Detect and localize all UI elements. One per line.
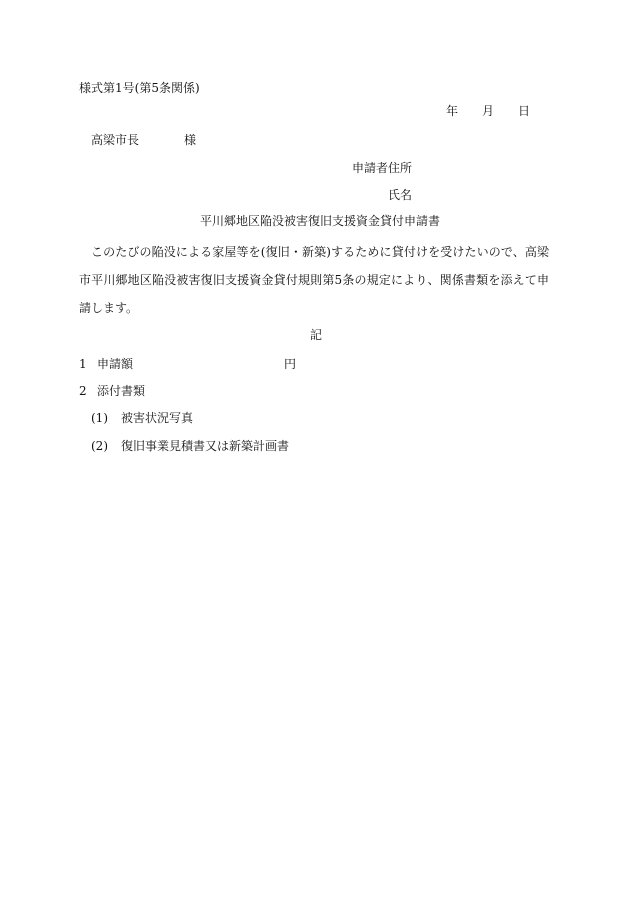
addressee-name: 高梁市長 [91, 133, 140, 147]
addressee-honorific: 様 [184, 133, 197, 147]
applicant-name-label: 氏名 [388, 188, 413, 202]
applicant-address-label: 申請者住所 [352, 161, 413, 175]
form-number: 様式第1号(第5条関係) [79, 81, 200, 95]
attachment-1-number: (1) [91, 411, 108, 425]
date-year-label: 年 [446, 104, 459, 118]
attachment-2-number: (2) [91, 439, 108, 453]
record-heading: 記 [310, 328, 323, 342]
date-day-label: 日 [518, 104, 531, 118]
application-body-text: このたびの陥没による家屋等を(復旧・新築)するために貸付けを受けたいので、高梁市平川郷地区陥没被害復旧支援資金貸付規則第5条の規定により、関係書類を添えて申請します。 [79, 245, 549, 315]
attachment-1-label: 被害状況写真 [121, 411, 194, 425]
item-1-number: 1 [79, 357, 87, 371]
date-month-label: 月 [482, 104, 495, 118]
item-2-label: 添付書類 [97, 384, 146, 398]
item-2-number: 2 [79, 384, 87, 398]
item-1-unit: 円 [284, 357, 297, 371]
item-1-label: 申請額 [97, 357, 134, 371]
attachment-2-label: 復旧事業見積書又は新築計画書 [121, 439, 290, 453]
document-title: 平川郷地区陥没被害復旧支援資金貸付申請書 [200, 214, 441, 228]
